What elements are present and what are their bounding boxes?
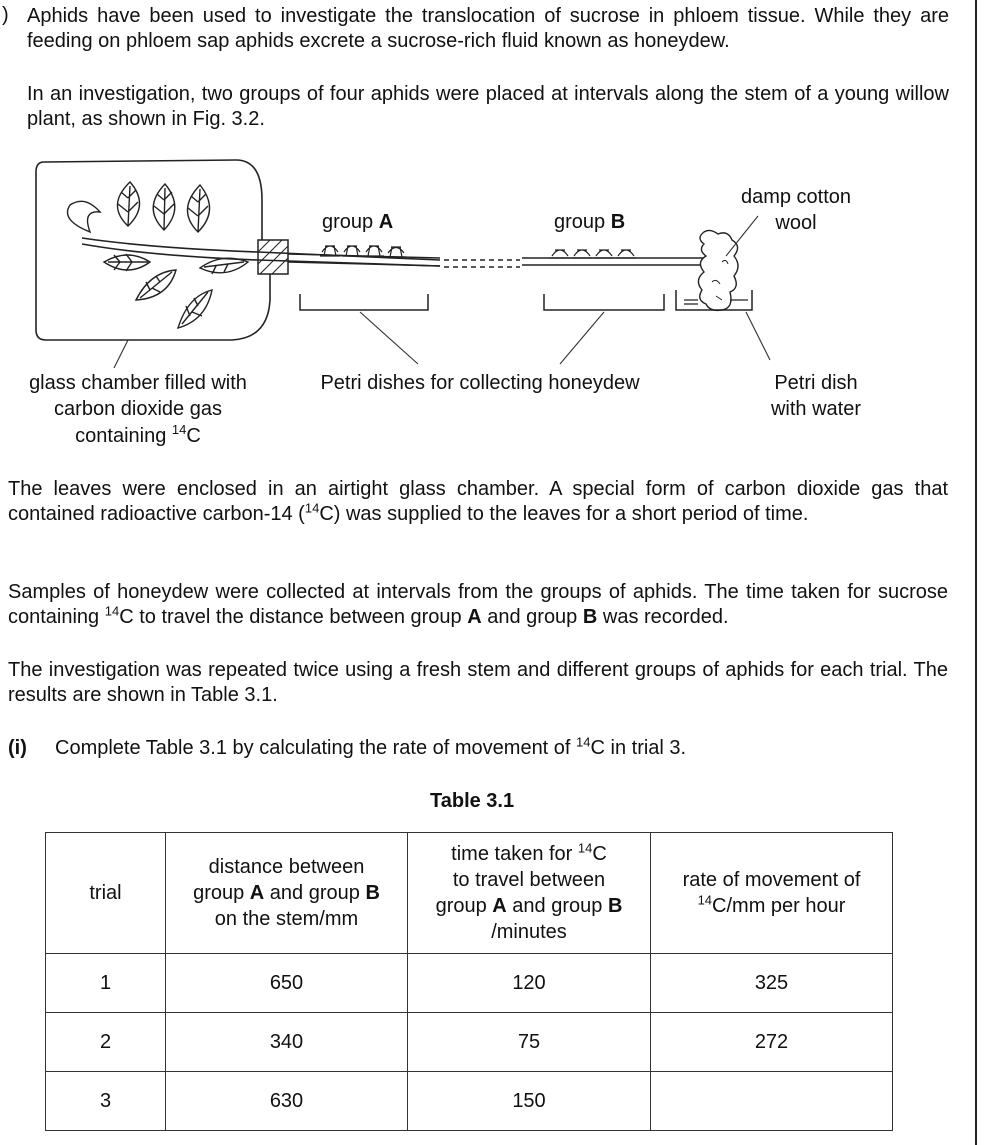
- label-water-line1: Petri dish: [774, 372, 858, 394]
- label-chamber-line1: glass chamber filled with: [29, 372, 247, 394]
- label-petri-honeydew: Petri dishes for collecting honeydew: [320, 372, 640, 394]
- paragraph-chamber: The leaves were enclosed in an airtight glass chamber. A special form of carbon dioxide gas that contained radioactive carbon-14 ($^{14}$C) was supplied to the leaves for a short period of time.: [8, 478, 948, 525]
- page-margin-rule: [975, 0, 977, 1145]
- label-chamber-line3: containing $^{14}$C: [75, 422, 201, 447]
- petri-dish-a: [300, 294, 428, 310]
- header-distance: distance between group A and group B on the stem/mm: [166, 833, 408, 954]
- intro-paragraph-1: Aphids have been used to investigate the translocation of sucrose in phloem tissue. While they are feeding on phloem sap aphids excrete a sucrose-rich fluid known as honeydew.: [27, 5, 949, 52]
- table-row: [46, 1072, 893, 1131]
- cell-distance: 650: [166, 954, 408, 1013]
- cell-trial: 3: [46, 1072, 166, 1131]
- cell-trial: 1: [46, 954, 166, 1013]
- intro-paragraph-2: In an investigation, two groups of four aphids were placed at intervals along the stem of a young willow plant, as shown in Fig. 3.2.: [27, 83, 949, 130]
- stem-break-dashes: [444, 260, 520, 267]
- cell-time: 120: [408, 954, 651, 1013]
- fig-3-2-apparatus-diagram: [0, 150, 975, 460]
- upper-leaves: [117, 182, 209, 232]
- paragraph-samples: Samples of honeydew were collected at intervals from the groups of aphids. The time taken for sucrose containing $^{14}$C to travel the distance between group A and group B was recorded.: [8, 581, 948, 628]
- label-group-b: group B: [554, 211, 626, 233]
- curled-leaf: [68, 201, 101, 232]
- part-i-label: (i): [8, 737, 27, 759]
- stopper: [258, 240, 288, 274]
- aphids-group-b: [550, 250, 636, 258]
- cell-rate: 325: [651, 954, 893, 1013]
- glass-chamber: [36, 160, 270, 340]
- paragraph-repeated: The investigation was repeated twice using a fresh stem and different groups of aphids for each trial. The results are shown in Table 3.1.: [8, 659, 948, 706]
- results-table: [45, 832, 893, 1131]
- header-rate: rate of movement of $^{14}$C/mm per hour: [651, 833, 893, 954]
- petri-dish-b: [544, 294, 664, 310]
- label-water-line2: with water: [770, 398, 862, 420]
- question-number-fragment: ): [2, 4, 9, 26]
- cell-time: 75: [408, 1013, 651, 1072]
- part-i-instruction: Complete Table 3.1 by calculating the rate of movement of $^{14}$C in trial 3.: [55, 734, 687, 759]
- header-trial: trial: [46, 833, 166, 954]
- label-chamber-line2: carbon dioxide gas: [54, 398, 222, 420]
- cell-rate: 272: [651, 1013, 893, 1072]
- cell-rate-answer[interactable]: [651, 1072, 893, 1131]
- cell-distance: 630: [166, 1072, 408, 1131]
- label-cotton-line1: damp cotton: [740, 186, 852, 208]
- label-group-a: group A: [322, 211, 394, 233]
- table-caption: Table 3.1: [430, 790, 515, 812]
- cell-time: 150: [408, 1072, 651, 1131]
- lower-leaves: [104, 254, 248, 328]
- cell-trial: 2: [46, 1013, 166, 1072]
- table-row: [46, 954, 893, 1013]
- cell-distance: 340: [166, 1013, 408, 1072]
- header-time: time taken for $^{14}$C to travel between group A and group B /minutes: [408, 833, 651, 954]
- damp-cotton-wool: [698, 230, 738, 310]
- leader-lines: [114, 216, 770, 368]
- table-row: [46, 1013, 893, 1072]
- table-header-row: [46, 833, 893, 954]
- label-cotton-line2: wool: [775, 212, 817, 234]
